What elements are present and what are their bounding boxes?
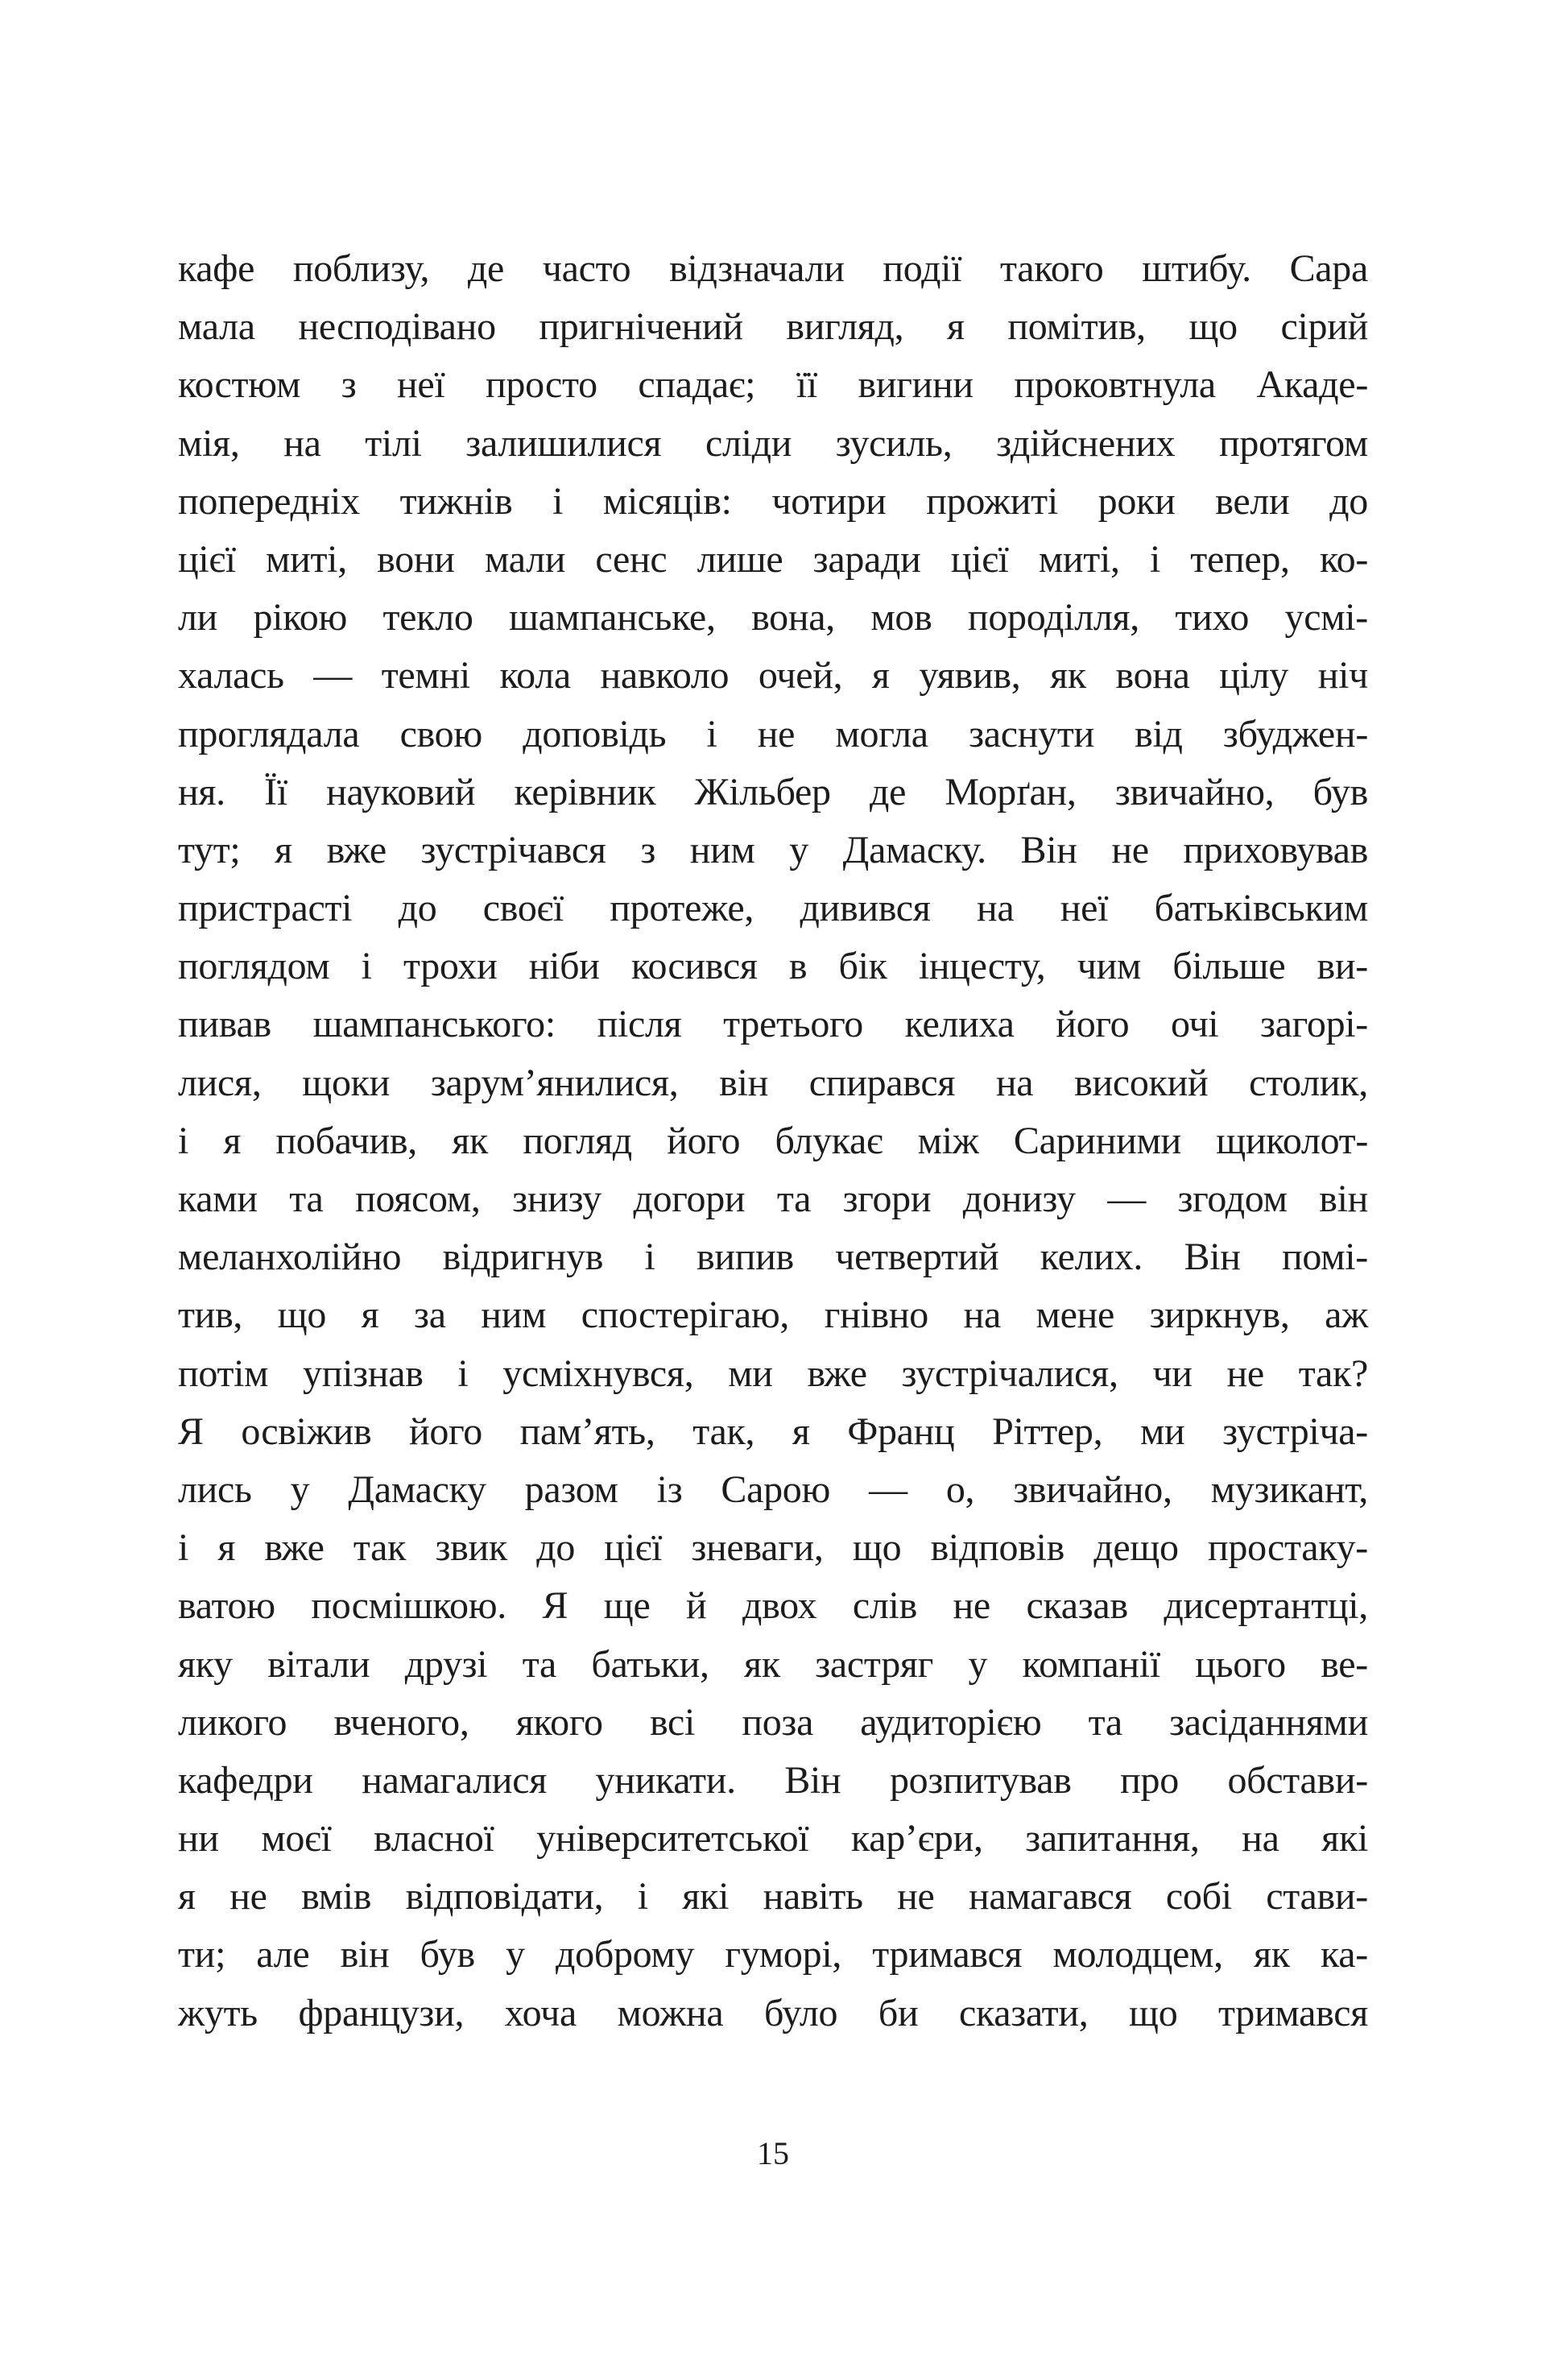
text-line: попередніх тижнів і місяців: чотири прожиті роки вели до bbox=[178, 479, 1368, 523]
page-number: 15 bbox=[757, 2135, 789, 2171]
text-line: меланхолійно відригнув і випив четвертий келих. Він помі- bbox=[178, 1236, 1368, 1279]
text-line: цієї миті, вони мали сенс лише заради цієї миті, і тепер, ко- bbox=[178, 537, 1368, 581]
text-line: пристрасті до своєї протеже, дивився на неї батьківським bbox=[178, 887, 1368, 930]
text-line: тут; я вже зустрічався з ним у Дамаску. Він не приховував bbox=[178, 828, 1368, 871]
text-line: ни моєї власної університетської кар’єри, запитання, на які bbox=[178, 1817, 1368, 1861]
text-line: лися, щоки зарум’янилися, він спирався на високий столик, bbox=[178, 1061, 1368, 1104]
text-line: потім упізнав і усміхнувся, ми вже зустрічалися, чи не так? bbox=[178, 1351, 1368, 1395]
text-line: лись у Дамаску разом із Сарою — о, звичайно, музикант, bbox=[178, 1467, 1368, 1511]
text-line: Я освіжив його пам’ять, так, я Франц Ріттер, ми зустріча- bbox=[178, 1409, 1368, 1453]
text-line: мала несподівано пригнічений вигляд, я помітив, що сірий bbox=[178, 305, 1368, 349]
text-line: і я побачив, як погляд його блукає між Сариними щиколот- bbox=[178, 1119, 1368, 1162]
text-line: ли рікою текло шампанське, вона, мов породілля, тихо усмі- bbox=[178, 596, 1368, 639]
text-line: жуть французи, хоча можна було би сказати, що тримався bbox=[178, 1991, 1368, 2034]
text-line: кафе поблизу, де часто відзначали події такого штибу. Сара bbox=[178, 247, 1368, 290]
text-line: кафедри намагалися уникати. Він розпитував про обстави- bbox=[178, 1758, 1368, 1802]
text-line: ками та поясом, знизу догори та згори донизу — згодом він bbox=[178, 1178, 1368, 1220]
text-line: мія, на тілі залишилися сліди зусиль, здійснених протягом bbox=[178, 421, 1368, 465]
text-line: проглядала свою доповідь і не могла заснути від збуджен- bbox=[178, 712, 1368, 755]
text-line: яку вітали друзі та батьки, як застряг у компанії цього ве- bbox=[178, 1642, 1368, 1686]
text-line: ватою посмішкою. Я ще й двох слів не сказав дисертантці, bbox=[178, 1584, 1368, 1628]
text-line: і я вже так звик до цієї зневаги, що відповів дещо простаку- bbox=[178, 1526, 1368, 1570]
text-line: пивав шампанського: після третього келиха його очі загорі- bbox=[178, 1003, 1368, 1046]
text-line: тив, що я за ним спостерігаю, гнівно на мене зиркнув, аж bbox=[178, 1293, 1368, 1337]
text-line: костюм з неї просто спадає; її вигини проковтнула Акаде- bbox=[178, 363, 1368, 407]
body-text bbox=[178, 240, 1368, 2043]
text-line: я не вмів відповідати, і які навіть не намагався собі стави- bbox=[178, 1875, 1368, 1918]
text-line: ликого вченого, якого всі поза аудиторією та засіданнями bbox=[178, 1700, 1368, 1744]
text-line: поглядом і трохи ніби косився в бік інцесту, чим більше ви- bbox=[178, 945, 1368, 988]
text-line: ти; але він був у доброму гуморі, тримався молодцем, як ка- bbox=[178, 1933, 1368, 1976]
text-line: халась — темні кола навколо очей, я уявив, як вона цілу ніч bbox=[178, 654, 1368, 697]
text-line: ня. Її науковий керівник Жільбер де Морґан, звичайно, був bbox=[178, 770, 1368, 813]
